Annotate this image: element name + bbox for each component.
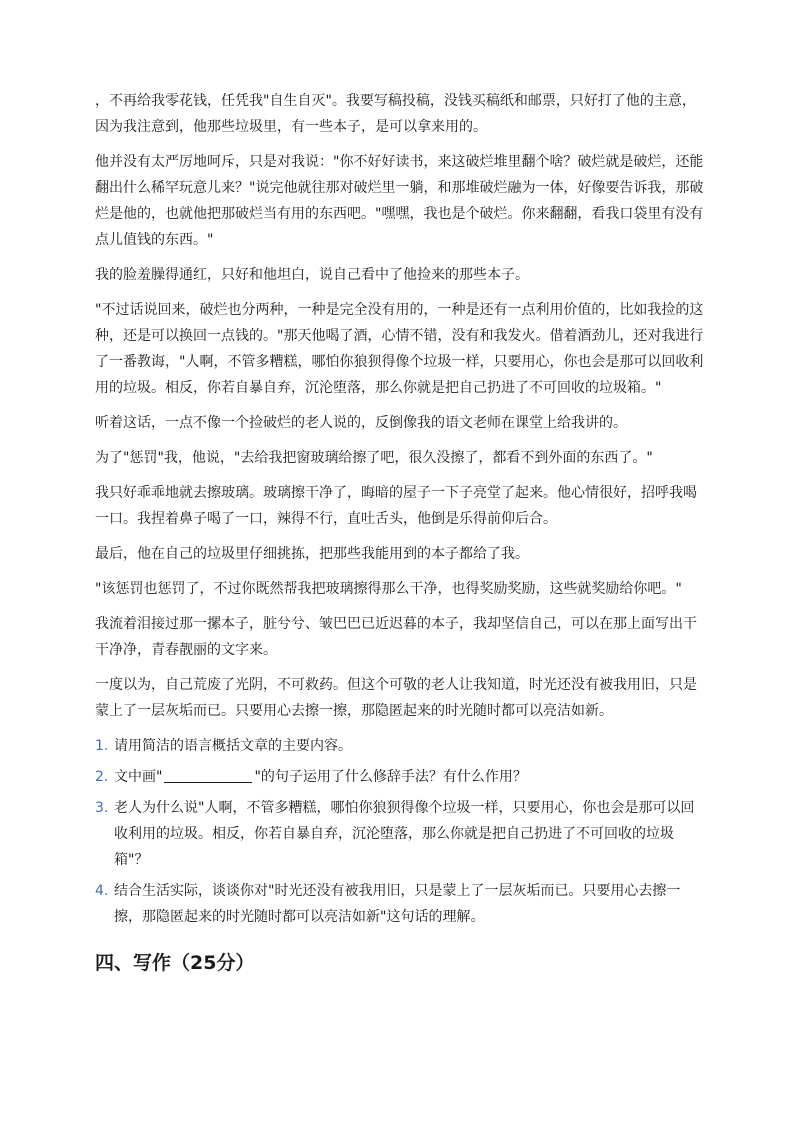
section-heading: 四、写作（25分） [95,952,255,974]
paragraph: ，不再给我零花钱，任凭我"自生自灭"。我要写稿投稿，没钱买稿纸和邮票，只好打了他的主意，因为我注意到，他那些垃圾里，有一些本子，是可以拿来用的。 [95,93,696,135]
question-number: 1. [95,738,109,754]
passage [95,88,705,724]
paragraph: 他并没有太严厉地呵斥，只是对我说："你不好好读书，来这破烂堆里翻个啥？破烂就是破烂，还能翻出什么稀罕玩意儿来？"说完他就往那对破烂里一躺，和那堆破烂融为一体，好像要告诉我，那破烂是他的，也就他把那破烂当有用的东西吧。"嘿嘿，我也是个破烂。你来翻翻，看我口袋里有没有点儿值钱的东西。" [95,154,704,248]
question-item [95,733,705,759]
question-item [95,795,705,873]
paragraph: 为了"惩罚"我，他说，"去给我把窗玻璃给擦了吧，很久没擦了，都看不到外面的东西了。" [95,450,653,466]
question-list [95,733,705,930]
paragraph: 我流着泪接过那一摞本子，脏兮兮、皱巴巴已近迟暮的本子，我却坚信自己，可以在那上面写出干干净净，青春靓丽的文字来。 [95,616,697,658]
question-text: 结合生活实际，谈谈你对"时光还没有被我用旧，只是蒙上了一层灰垢而已。只要用心去擦一擦，那隐匿起来的时光随时都可以亮洁如新"这句话的理解。 [114,883,681,925]
question-text-pre: 文中画" [114,769,163,785]
question-number: 4. [95,883,109,899]
paragraph: 一度以为，自己荒废了光阴，不可救药。但这个可敬的老人让我知道，时光还没有被我用旧，只是蒙上了一层灰垢而已。只要用心去擦一擦，那隐匿起来的时光随时都可以亮洁如新。 [95,677,697,719]
paragraph: 我只好乖乖地就去擦玻璃。玻璃擦干净了，晦暗的屋子一下子亮堂了起来。他心情很好，招呼我喝一口。我捏着鼻子喝了一口，辣得不行，直吐舌头，他倒是乐得前仰后合。 [95,485,697,527]
question-number: 3. [95,800,109,816]
paragraph: "不过话说回来，破烂也分两种，一种是完全没有用的，一种是还有一点利用价值的，比如我捡的这种，还是可以换回一点钱的。"那天他喝了酒，心情不错，没有和我发火。借着酒劲儿，还对我进行了一番教诲，"人啊，不管多糟糕，哪怕你狼狈得像个垃圾一样，只要用心，你也会是那可以回收利用的垃圾。相反，你若自暴自弃，沉沦堕落，那么你就是把自己扔进了不可回收的垃圾箱。" [95,302,704,396]
question-text-post: "的句子运用了什么修辞手法？有什么作用？ [254,769,527,785]
document-page [95,88,705,978]
paragraph: 我的脸羞臊得通红，只好和他坦白，说自己看中了他捡来的那些本子。 [95,267,529,283]
question-text: 老人为什么说"人啊，不管多糟糕，哪怕你狼狈得像个垃圾一样，只要用心，你也会是那可以回收利用的垃圾。相反，你若自暴自弃，沉沦堕落，那么你就是把自己扔进了不可回收的垃圾箱"？ [114,800,695,868]
paragraph: 最后，他在自己的垃圾里仔细挑拣，把那些我能用到的本子都给了我。 [95,546,529,562]
question-number: 2. [95,769,109,785]
paragraph: 听着这话，一点不像一个捡破烂的老人说的，反倒像我的语文老师在课堂上给我讲的。 [95,415,627,431]
question-text: 请用简洁的语言概括文章的主要内容。 [114,738,352,754]
answer-blank-underline [164,768,252,783]
question-item [95,878,705,930]
paragraph: "该惩罚也惩罚了，不过你既然帮我把玻璃擦得那么干净，也得奖励奖励，这些就奖励给你吧。" [95,581,682,597]
question-item [95,764,705,790]
